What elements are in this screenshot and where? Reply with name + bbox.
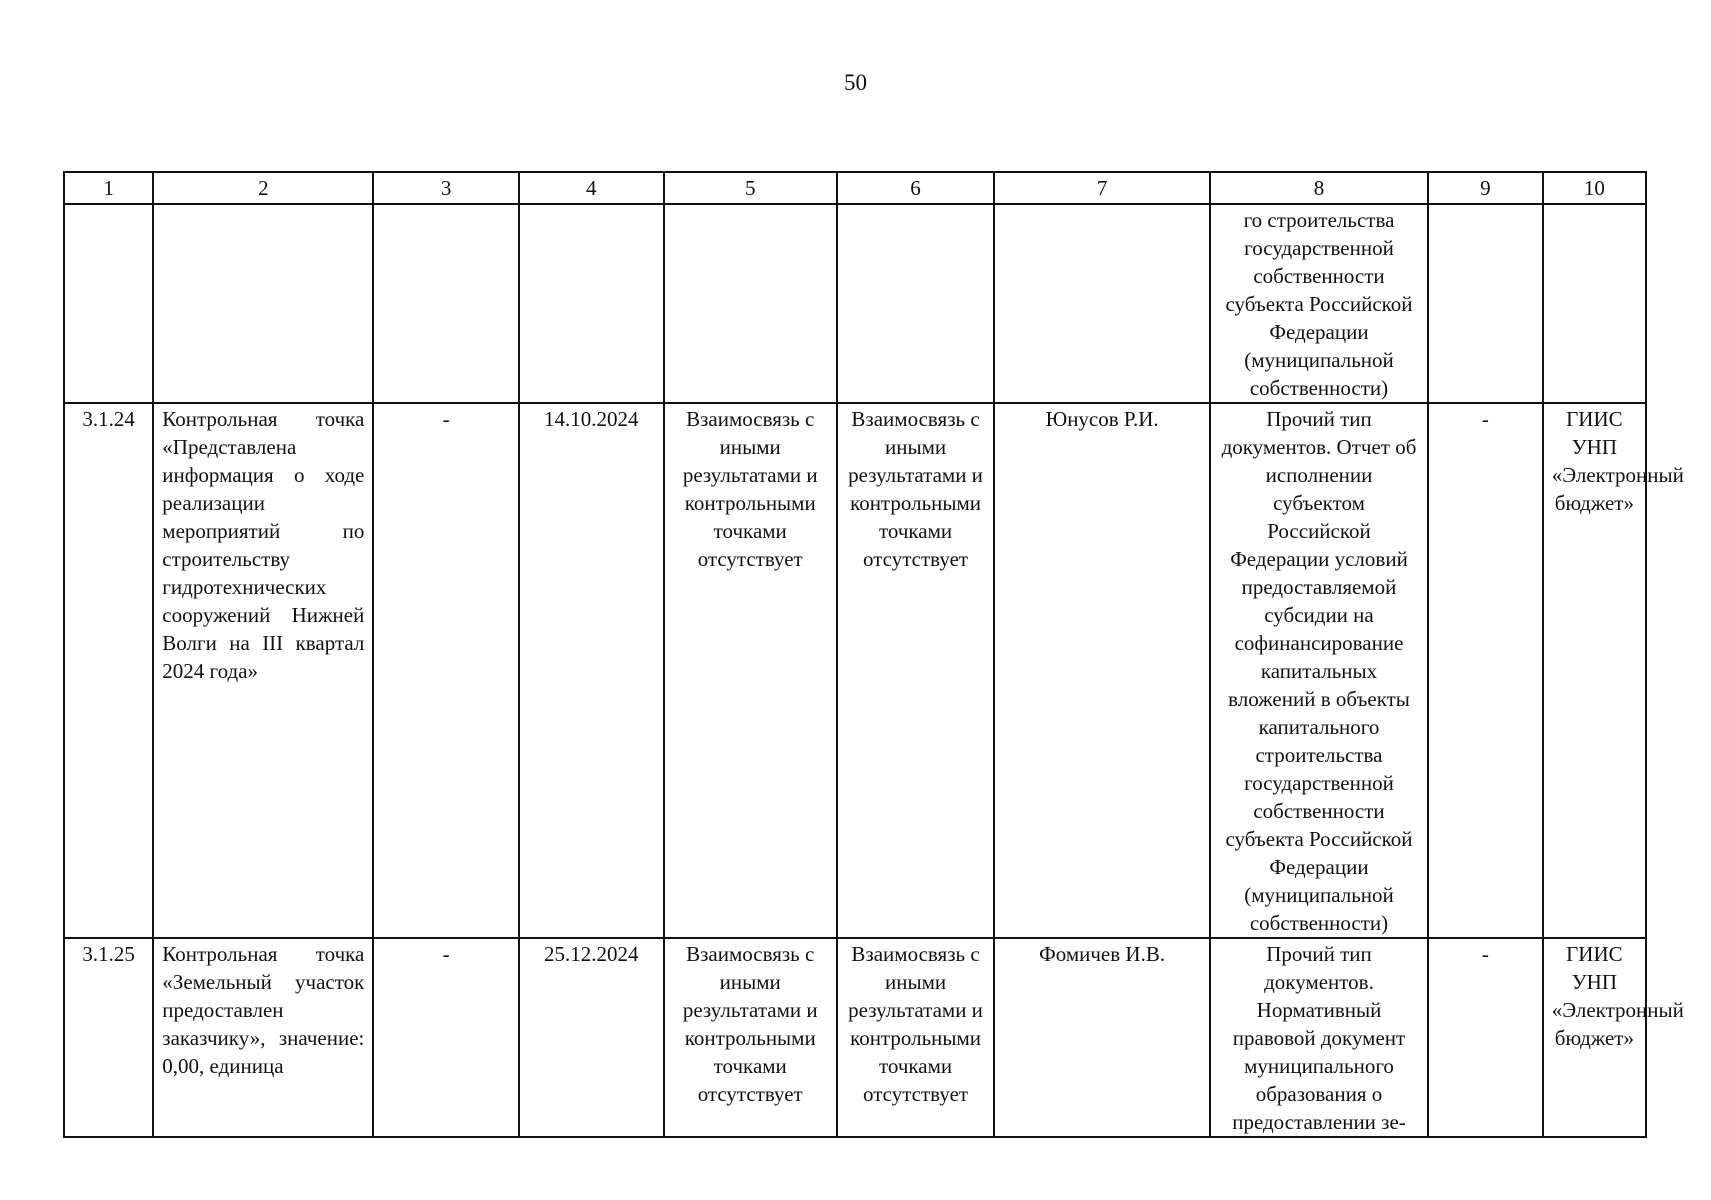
empty-cell: [373, 204, 519, 403]
due-date: 25.12.2024: [519, 938, 664, 1137]
table-row: [64, 938, 1646, 1137]
col3-value: -: [373, 403, 519, 938]
empty-cell: [519, 204, 664, 403]
header-cell: 2: [153, 172, 373, 204]
relation-text: Взаимосвязь с иными результатами и контрольными точками отсутствует: [837, 403, 994, 938]
responsible-person: Фомичев И.В.: [994, 938, 1210, 1137]
continued-document-text: го строительства государственной собственности субъекта Российской Федерации (муниципальной собственности): [1210, 204, 1428, 403]
document-type: Прочий тип документов. Нормативный правовой документ муниципального образования о предоставлении зе-: [1210, 938, 1428, 1137]
header-cell: 4: [519, 172, 664, 204]
row-number: 3.1.25: [64, 938, 153, 1137]
control-point-name: Контрольная точка «Земельный участок предоставлен заказчику», значение: 0,00, единица: [153, 938, 373, 1137]
relation-text: Взаимосвязь с иными результатами и контрольными точками отсутствует: [664, 938, 837, 1137]
control-point-name: Контрольная точка «Представлена информация о ходе реализации мероприятий по строительству гидротехнических сооружений Нижней Волги на III квартал 2024 года»: [153, 403, 373, 938]
due-date: 14.10.2024: [519, 403, 664, 938]
header-cell: 7: [994, 172, 1210, 204]
empty-cell: [153, 204, 373, 403]
header-cell: 3: [373, 172, 519, 204]
header-cell: 10: [1543, 172, 1646, 204]
page-number: 50: [844, 70, 867, 95]
col9-value: -: [1428, 938, 1543, 1137]
information-system: ГИИС УНП «Электронный бюджет»: [1543, 938, 1646, 1137]
column-number-header: [64, 172, 1646, 204]
table-row: [64, 403, 1646, 938]
header-cell: 1: [64, 172, 153, 204]
relation-text: Взаимосвязь с иными результатами и контрольными точками отсутствует: [837, 938, 994, 1137]
col9-value: -: [1428, 403, 1543, 938]
empty-cell: [664, 204, 837, 403]
relation-text: Взаимосвязь с иными результатами и контрольными точками отсутствует: [664, 403, 837, 938]
header-cell: 5: [664, 172, 837, 204]
control-points-table: [63, 171, 1684, 1138]
empty-cell: [994, 204, 1210, 403]
header-cell: 8: [1210, 172, 1428, 204]
empty-cell: [837, 204, 994, 403]
empty-cell: [1543, 204, 1646, 403]
empty-cell: [1428, 204, 1543, 403]
col3-value: -: [373, 938, 519, 1137]
continuation-row: [64, 204, 1646, 403]
empty-cell: [64, 204, 153, 403]
header-cell: 9: [1428, 172, 1543, 204]
document-type: Прочий тип документов. Отчет об исполнении субъектом Российской Федерации условий предоставляемой субсидии на софинансирование капитальных вложений в объекты капитального строительства государственной собственности субъекта Российской Федерации (муниципальной собственности): [1210, 403, 1428, 938]
row-number: 3.1.24: [64, 403, 153, 938]
responsible-person: Юнусов Р.И.: [994, 403, 1210, 938]
header-cell: 6: [837, 172, 994, 204]
information-system: ГИИС УНП «Электронный бюджет»: [1543, 403, 1646, 938]
